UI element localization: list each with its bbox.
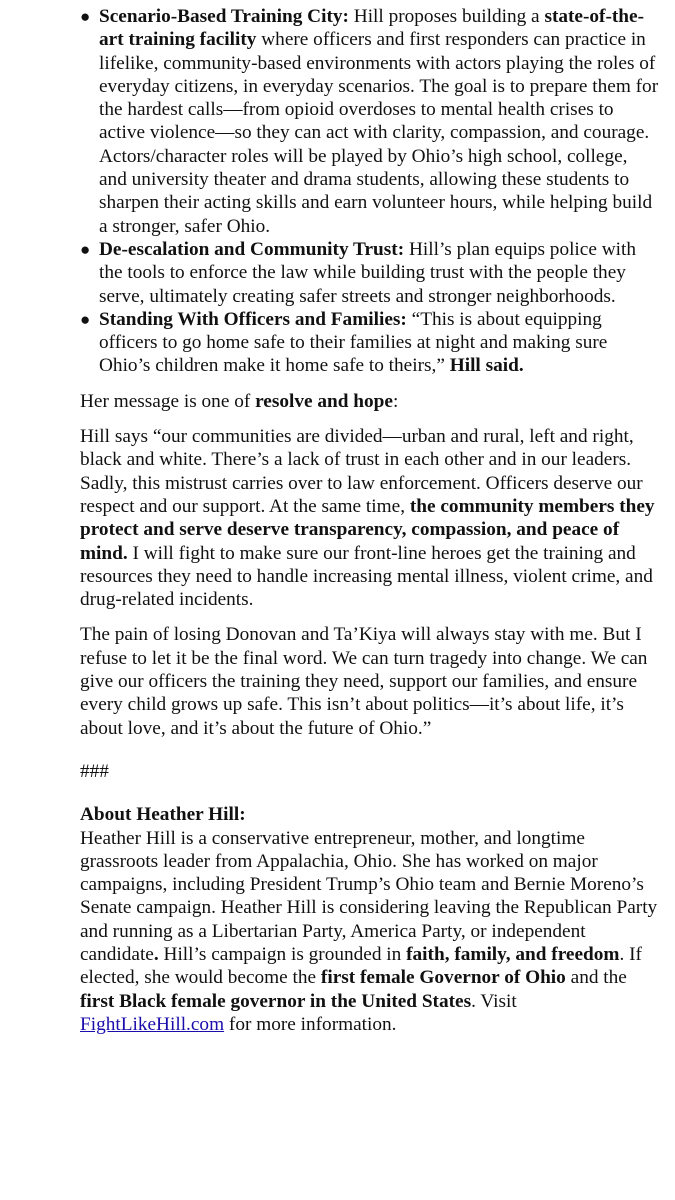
bullet-dot-icon: ● [80, 7, 91, 26]
quote-paragraph-2: The pain of losing Donovan and Ta’Kiya will always stay with me. But I refuse to let it be the final word. We can turn tragedy into change. We can give our officers the training they need, support our families, and ensure every child grows up safe. This isn’t about politics—it’s about life, it’s about love, and it’s about the future of Ohio.” [80, 624, 648, 739]
policy-bullet-list [80, 5, 660, 378]
about-heading: About Heather Hill: [80, 804, 246, 826]
bullet-scenario-training: ● Scenario-Based Training City: Hill proposes building a state-of-the-art training facility where officers and first responders can practice in lifelike, community-based environments with actors playing the roles of everyday citizens, in everyday scenarios. The goal is to prepare them for the hardest calls—from opioid overdoses to mental health crises to active violence—so they can act with clarity, compassion, and courage. Actors/character roles will be played by Ohio’s high school, college, and university theater and drama students, allowing these students to sharpen their acting skills and earn volunteer hours, while helping build a stronger, safer Ohio. [80, 6, 659, 237]
campaign-website-link[interactable]: FightLikeHill.com [80, 1013, 225, 1035]
bullet-lead: Standing With Officers and Families: [99, 308, 407, 330]
about-paragraph: Heather Hill is a conservative entrepreneur, mother, and longtime grassroots leader from Appalachia, Ohio. She has worked on major campaigns, including President Trump’s Ohio team and Bernie Moreno’s Senate campaign. Heather Hill is considering leaving the Republican Party and running as a Libertarian Party, America Party, or independent candidate. Hill’s campaign is grounded in faith, family, and freedom. If elected, she would become the first female Governor of Ohio and the first Black female governor in the United States. Visit FightLikeHill.com for more information. [80, 827, 658, 1035]
bullet-lead: Scenario-Based Training City: [99, 6, 349, 27]
section-separator: ### [80, 760, 109, 782]
bullet-deescalation: ● De-escalation and Community Trust: Hill’s plan equips police with the tools to enforce the law while building trust with the people they serve, ultimately creating safer streets and stronger neighborhoods. [80, 238, 637, 307]
message-paragraph: Her message is one of resolve and hope: [80, 390, 399, 412]
bullet-lead: De-escalation and Community Trust: [99, 238, 405, 260]
bullet-standing-with-officers: ● Standing With Officers and Families: “This is about equipping officers to go home safe to their families at night and making sure Ohio’s children make it home safe to theirs,” Hill said. [80, 308, 608, 377]
quote-paragraph-1: Hill says “our communities are divided—urban and rural, left and right, black and white. There’s a lack of trust in each other and in our leaders. Sadly, this mistrust carries over to law enforcement. Officers deserve our respect and our support. At the same time, the community members they protect and serve deserve transparency, compassion, and peace of mind. I will fight to make sure our front-line heroes get the training and resources they need to handle increasing mental illness, violent crime, and drug-related incidents. [80, 426, 655, 611]
bullet-dot-icon: ● [80, 309, 91, 329]
bullet-dot-icon: ● [80, 239, 91, 259]
press-release-body [80, 5, 660, 1036]
